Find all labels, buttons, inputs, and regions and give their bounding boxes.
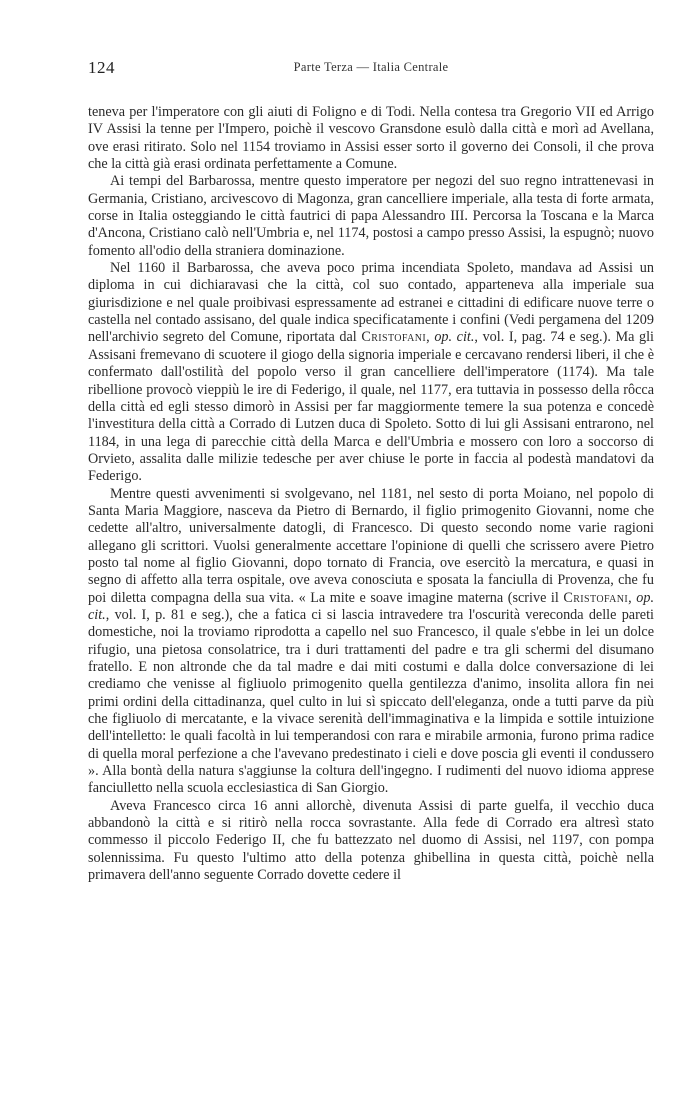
page-number: 124 xyxy=(88,58,115,77)
paragraph-text: , vol. I, pag. 74 e seg.). Ma gli Assisani fremevano di scuotere il giogo della signoria imperiale e cercavano rendersi liberi, il che è confermato dall'ostilità del popolo verso il gran cancelliere dell'imperatore (1174). Ma tale ribellione provocò vieppiù le ire di Federigo, il quale, nel 1177, era tuttavia in possesso della rôcca della città ed egli stesso dimorò in Assisi per far maggiormente temere la sua potenza e concedè l'investitura della città a Corrado di Lutzen duca di Spoleto. Sotto di lui gli Assisani entrarono, nel 1184, in una lega di parecchie città della Marca e dell'Umbria e mossero con loro a soccorso di Orvieto, assalita dalle milizie tedesche per aver chiuse le porte in faccia al podestà mandatovi da Federigo. xyxy=(88,329,654,485)
page-header xyxy=(88,58,654,80)
paragraph-text: Nel 1160 il Barbarossa, che aveva poco prima incendiata Spoleto, mandava ad Assisi un diploma in cui dichiaravasi che la città, col suo contado, apparteneva alla imperiale sua giurisdizione e nel quale proibivasi espressamente ad estranei e cittadini di edificare nuove terre o castella nel contado assisano, del quale indica specificatamente i confini (Vedi pergamena del 1209 nell'archivio segreto del Comune, riportata dal xyxy=(88,260,654,346)
body-text xyxy=(88,104,654,884)
running-title: Parte Terza — Italia Centrale xyxy=(293,60,449,74)
paragraph xyxy=(88,260,654,485)
paragraph-text: , vol. I, p. 81 e seg.), che a fatica ci si lascia intravedere tra l'oscurità vereconda delle pareti domestiche, noi la troviamo riprodotta a capello nel suo Francesco, il quale s'ebbe in lei un dolce rifugio, una pietosa consolatrice, tra i duri trattamenti del padre e tra gli schermi del disumano fratello. E non altronde che da tal madre e dai miti costumi e dalla dolce conversazione di lei crediamo che venisse al figliuolo primogenito quella gentilezza d'animo, insolita allora fin nei primi ordini della cittadinanza, quel culto in lui sì spiccato dell'eleganza, onde a tutti parve da più che figliuolo di mercatante, e la vivace serenità dell'immaginativa e la limpida e sottile intuizione dell'intelletto: le quali facoltà in lui temperandosi con rara e mirabile armonia, furono prima radice di quella moral perfezione a che l'avevano predestinato i cieli e dove poscia gli eventi il condussero ». Alla bontà della natura s'aggiunse la coltura dell'ingegno. I rudimenti del nuovo idioma apprese fanciulletto nella scuola ecclesiastica di San Giorgio. xyxy=(88,606,654,797)
work-citation: op. cit. xyxy=(88,589,654,623)
paragraph: teneva per l'imperatore con gli aiuti di Foligno e di Todi. Nella contesa tra Gregorio VII ed Arrigo IV Assisi la tenne per l'Impero, poichè il vescovo Gransdone esulò dalla città e morì ad Avellana, ove erasi ritirato. Solo nel 1154 troviamo in Assisi esser sorto il governo dei Consoli, il che prova che la città già erasi ordinata perfettamente a Comune. xyxy=(88,104,654,173)
paragraph-text: , xyxy=(426,329,435,346)
author-citation: Cristofani xyxy=(563,589,629,606)
paragraph-text: , xyxy=(628,589,637,606)
paragraph xyxy=(88,486,654,798)
paragraph-text: Mentre questi avvenimenti si svolgevano, nel 1181, nel sesto di porta Moiano, nel popolo di Santa Maria Maggiore, nasceva da Pietro di Bernardo, il figlio primogenito Giovanni, nome che cedette all'altro, universalmente datogli, di Francesco. Di questo secondo nome varie ragioni allegano gli scrittori. Vuolsi generalmente accettare l'opinione di quelli che scrissero avere Pietro posto tal nome al figlio Giovanni, dopo tornato di Francia, ove esercitò la mercatura, e quasi in segno di affetto alla terra ospitale, ove aveva conosciuta e sposata la fanciulla di Provenza, che fu poi diletta compagna della sua vita. « La mite e soave imagine materna (scrive il xyxy=(88,485,654,606)
paragraph: Aveva Francesco circa 16 anni allorchè, divenuta Assisi di parte guelfa, il vecchio duca abbandonò la città e si ritirò nella rocca sovrastante. Alla fede di Corrado era altresì stato commesso il piccolo Federigo II, che fu battezzato nel duomo di Assisi, nel 1197, con pompa solennissima. Fu questo l'ultimo atto della potenza ghibellina in questa città, poichè nella primavera dell'anno seguente Corrado dovette cedere il xyxy=(88,797,654,884)
paragraph: Ai tempi del Barbarossa, mentre questo imperatore per negozi del suo regno intrattenevasi in Germania, Cristiano, arcivescovo di Magonza, gran cancelliere imperiale, alla testa di forte armata, corse in Italia osteggiando le città fautrici di papa Alessandro III. Percorsa la Toscana e la Marca d'Ancona, Cristiano calò nell'Umbria e, nel 1174, postosi a campo presso Assisi, la espugnò; nuovo fomento all'odio della straniera dominazione. xyxy=(88,173,654,259)
author-citation: Cristofani xyxy=(361,329,427,346)
work-citation: op. cit. xyxy=(434,329,475,346)
